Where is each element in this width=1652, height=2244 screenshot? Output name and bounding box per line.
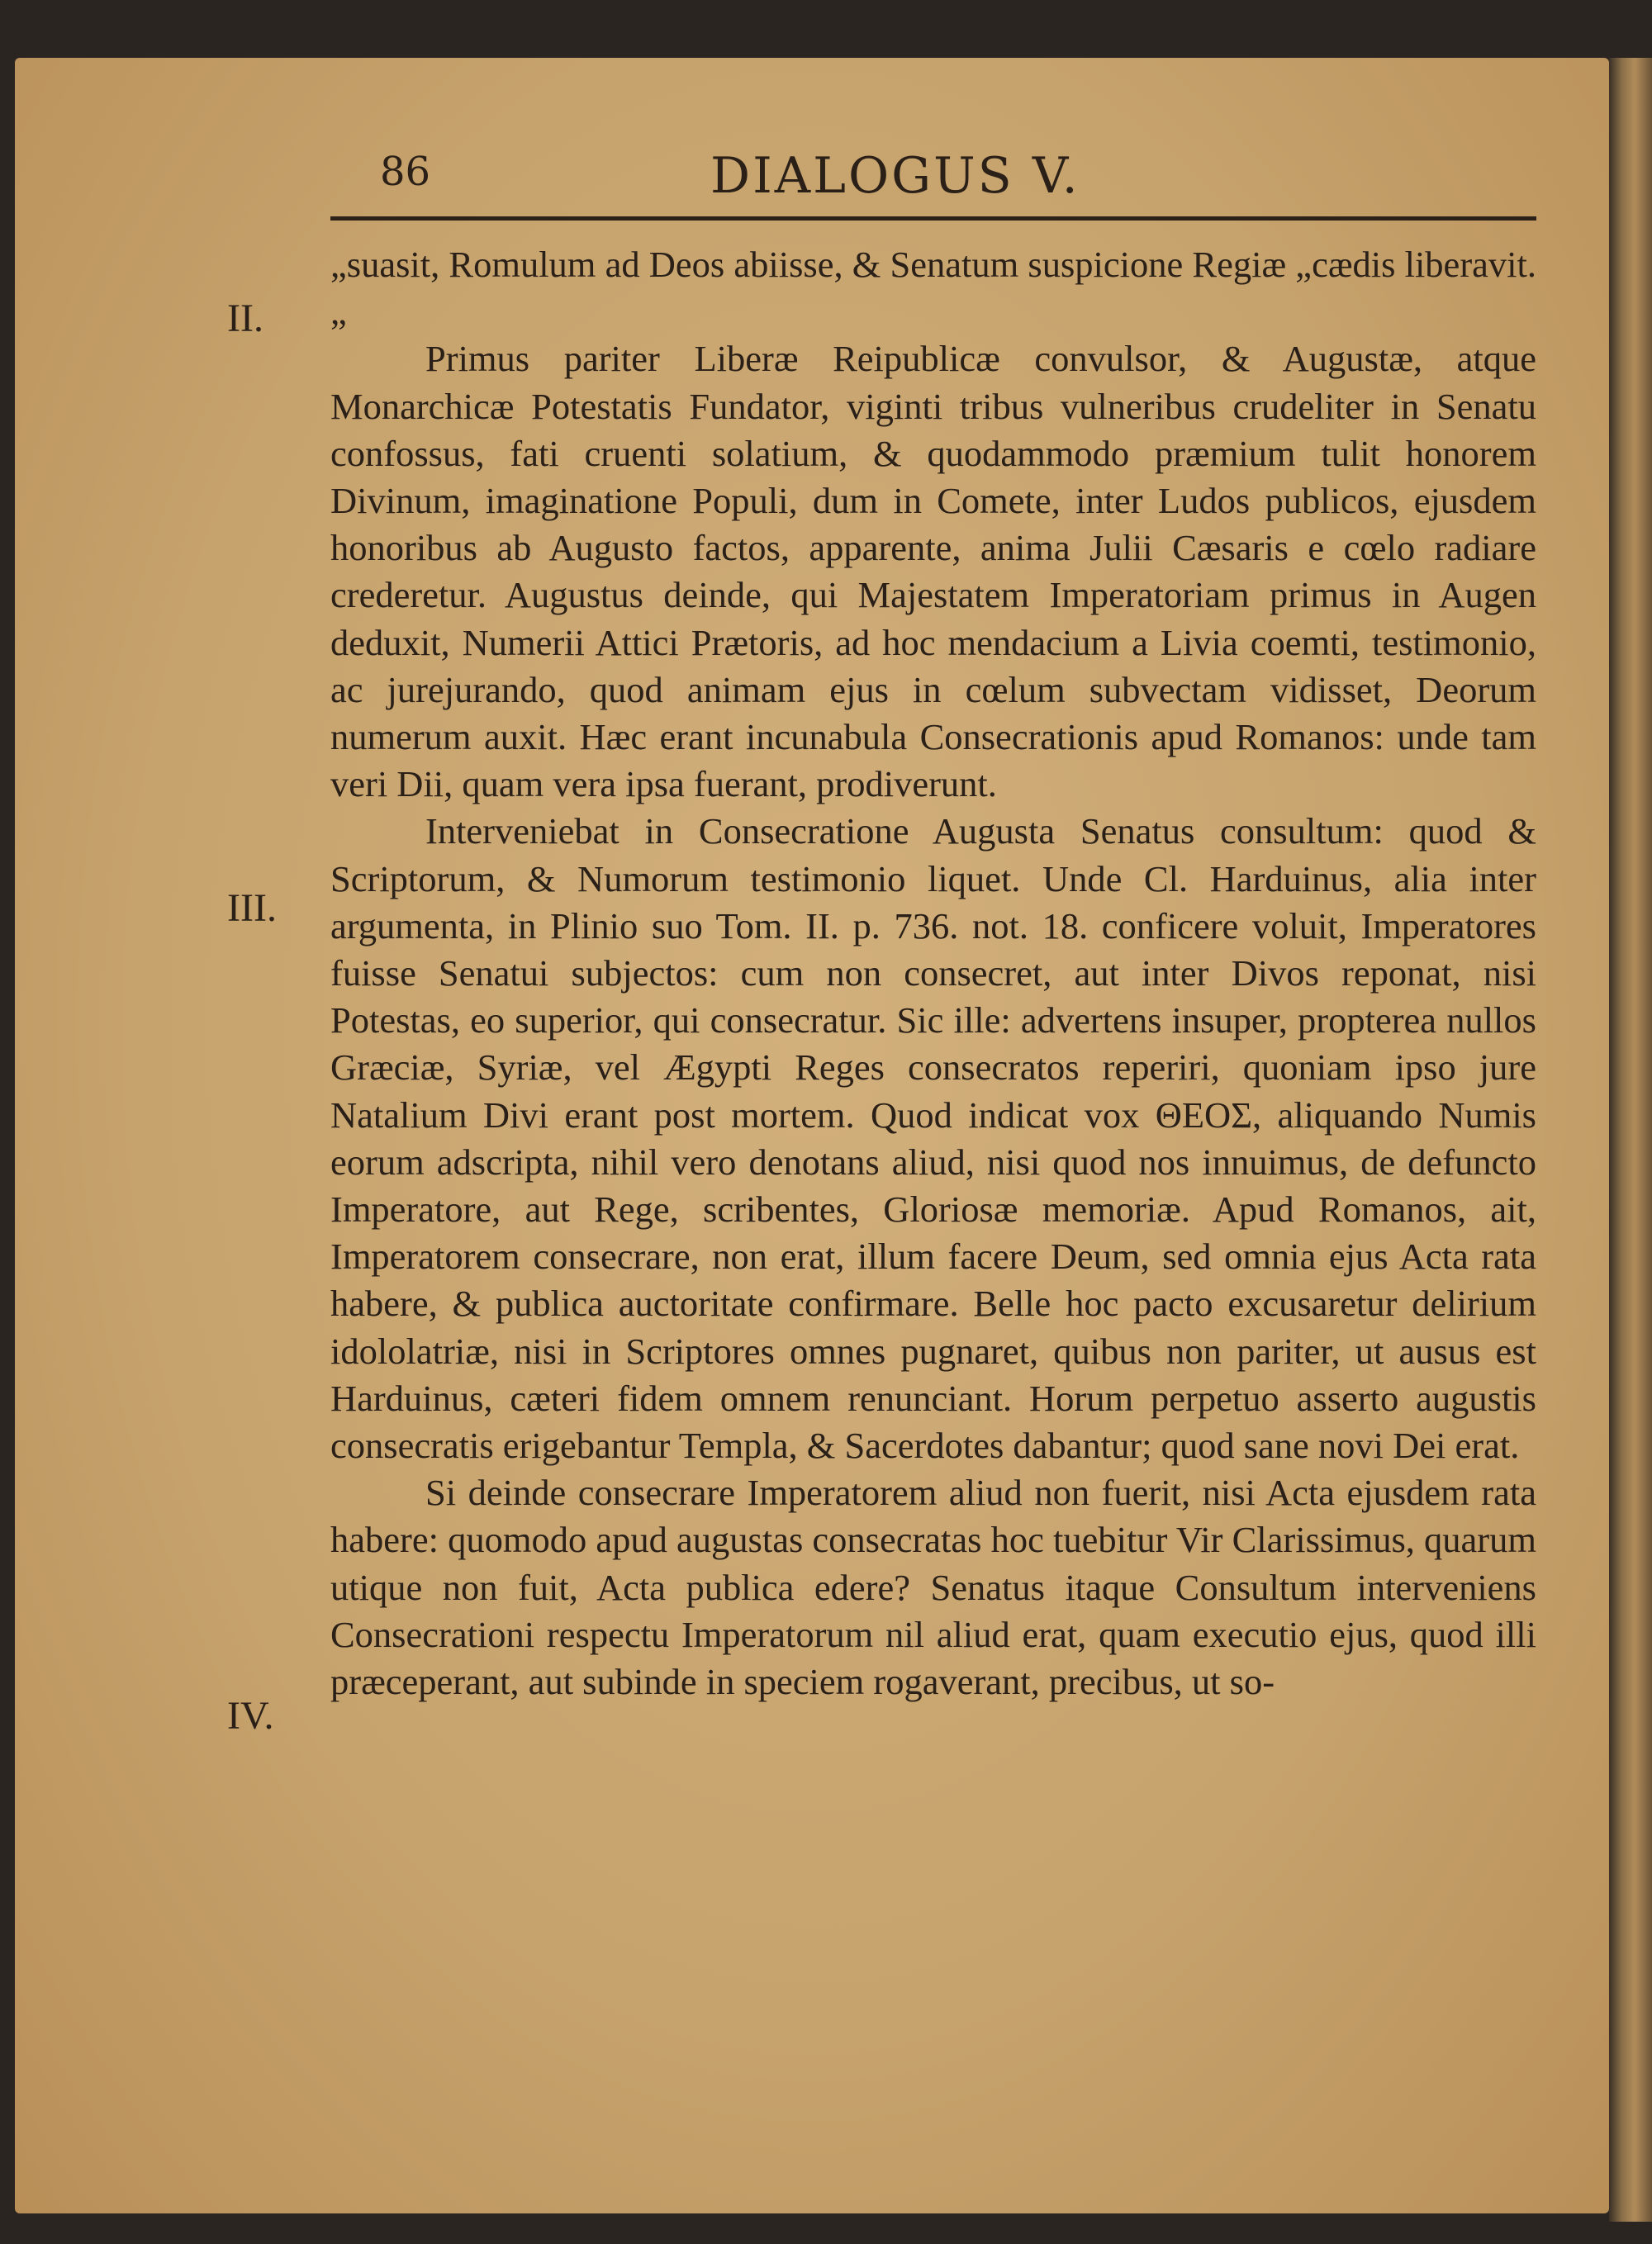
- paragraph-4: Si deinde consecrare Imperatorem aliud non fuerit, nisi Acta ejusdem rata habere: quomodo apud augustas consecratas hoc tuebitur Vir Clarissimus, quarum utique non fuit, Acta publica edere? Senatus itaque Consultum interveniens Consecrationi respectu Imperatorum nil aliud erat, quam executio ejus, quod illi præceperant, aut subinde in speciem rogaverant, precibus, ut so-: [330, 1472, 1536, 1703]
- page-gutter: [1609, 58, 1652, 2222]
- page-header: [314, 140, 1528, 206]
- body-text: [330, 241, 1536, 1706]
- header-rule: [330, 216, 1536, 221]
- section-marker-3: III.: [227, 886, 277, 930]
- page-number: 86: [380, 149, 431, 195]
- paragraph-2: Primus pariter Liberæ Reipublicæ convulsor, & Augustæ, atque Monarchicæ Potestatis Fundator, viginti tribus vulneribus crudeliter in Senatu confossus, fati cruenti solatium, & quodammodo præmium tulit honorem Divinum, imaginatione Populi, dum in Comete, inter Ludos publicos, ejusdem honoribus ab Augusto factos, apparente, anima Julii Cæsaris e cœlo radiare crederetur. Augustus deinde, qui Majestatem Imperatoriam primus in Augen deduxit, Numerii Attici Prætoris, ad hoc mendacium a Livia coemti, testimonio, ac jurejurando, quod animam ejus in cœlum subvectam vidisset, Deorum numerum auxit. Hæc erant incunabula Consecrationis apud Romanos: unde tam veri Dii, quam vera ipsa fuerant, prodiverunt.: [330, 338, 1536, 805]
- running-title: DIALOGUS V.: [710, 147, 1080, 205]
- paragraph-3: Interveniebat in Consecratione Augusta Senatus consultum: quod & Scriptorum, & Numorum testimonio liquet. Unde Cl. Harduinus, alia inter argumenta, in Plinio suo Tom. II. p. 736. not. 18. conficere voluit, Imperatores fuisse Senatui subjectos: cum non consecret, aut inter Divos reponat, nisi Potestas, eo superior, qui consecratur. Sic ille: advertens insuper, propterea nullos Græciæ, Syriæ, vel Ægypti Reges consecratos reperiri, quoniam ipso jure Natalium Divi erant post mortem. Quod indicat vox ΘΕΟΣ, aliquando Numis eorum adscripta, nihil vero denotans aliud, nisi quod nos innuimus, de defuncto Imperatore, aut Rege, scribentes, Gloriosæ memoriæ. Apud Romanos, ait, Imperatorem consecrare, non erat, illum facere Deum, sed omnia ejus Acta rata habere, & publica auctoritate confirmare. Belle hoc pacto excusaretur delirium idololatriæ, nisi in Scriptores omnes pugnaret, quibus non pariter, ut ausus est Harduinus, cæteri fidem omnem renunciant. Horum perpetuo asserto augustis consecratis erigebantur Templa, & Sacerdotes dabantur; quod sane novi Dei erat.: [330, 810, 1536, 1467]
- paragraph-quote-end: „suasit, Romulum ad Deos abiisse, & Senatum suspicione Regiæ „cædis liberavit.„: [330, 244, 1536, 333]
- section-marker-2: II.: [227, 297, 263, 340]
- section-marker-4: IV.: [227, 1694, 274, 1738]
